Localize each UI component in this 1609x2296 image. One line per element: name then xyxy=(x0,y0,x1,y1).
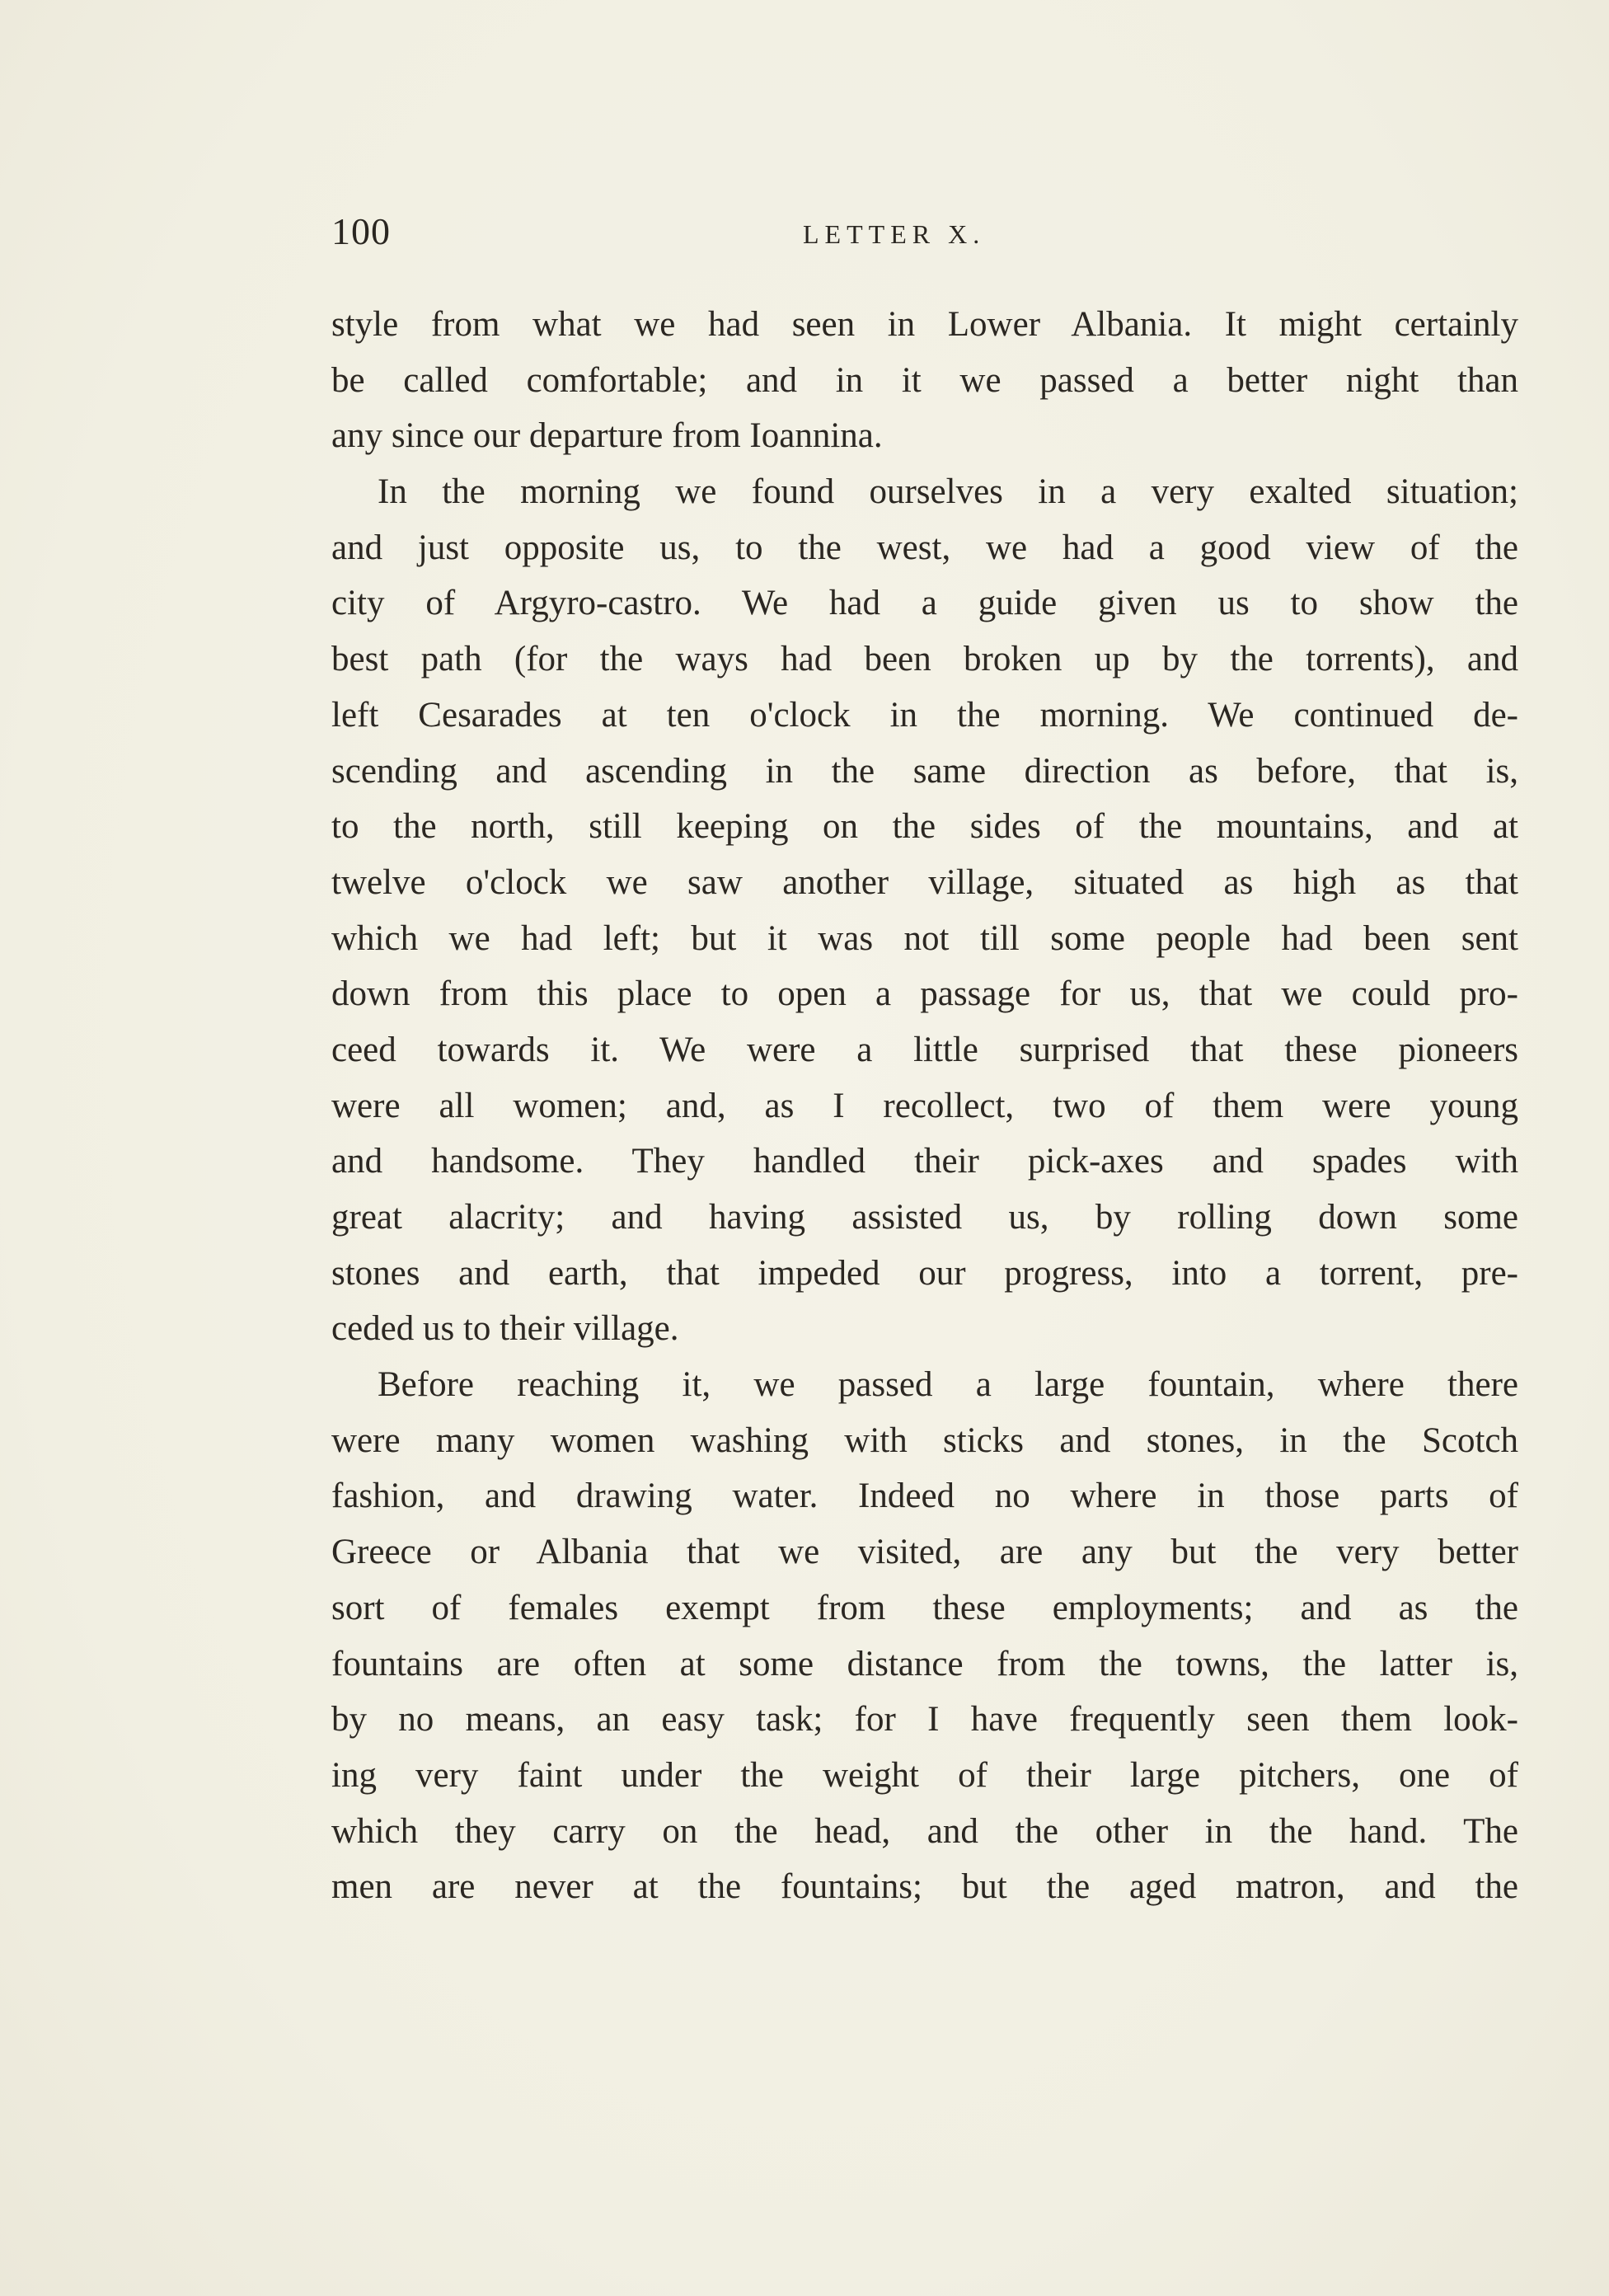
text-line: fountains are often at some distance from the towns, the latter is, xyxy=(331,1644,1518,1683)
text-line: sort of females exempt from these employments; and as the xyxy=(331,1588,1518,1627)
text-line: ing very faint under the weight of their large pitchers, one of xyxy=(331,1755,1518,1795)
text-line: twelve o'clock we saw another village, situated as high as that xyxy=(331,862,1518,902)
running-head: LETTER X. xyxy=(803,219,986,249)
text-line: which we had left; but it was not till some people had been sent xyxy=(331,918,1518,958)
paragraph xyxy=(331,464,1518,1357)
text-line: down from this place to open a passage for us, that we could pro- xyxy=(331,974,1518,1014)
paragraph xyxy=(331,297,1518,464)
page-header xyxy=(331,206,1518,264)
text-line: to the north, still keeping on the sides of the mountains, and at xyxy=(331,807,1518,847)
text-line: great alacrity; and having assisted us, by rolling down some xyxy=(331,1198,1518,1237)
text-line: by no means, an easy task; for I have frequently seen them look- xyxy=(331,1700,1518,1740)
text-line: scending and ascending in the same direction as before, that is, xyxy=(331,751,1518,791)
text-line: were all women; and, as I recollect, two of them were young xyxy=(331,1086,1518,1125)
text-line: style from what we had seen in Lower Albania. It might certainly xyxy=(331,305,1518,344)
text-line: Before reaching it, we passed a large fountain, where there xyxy=(378,1365,1518,1405)
text-line: and just opposite us, to the west, we had a good view of the xyxy=(331,528,1518,567)
text-line: any since our departure from Ioannina. xyxy=(331,416,883,456)
text-line: ceed towards it. We were a little surprised that these pioneers xyxy=(331,1030,1518,1069)
paragraph xyxy=(331,1357,1518,1915)
text-line: and handsome. They handled their pick-axes and spades with xyxy=(331,1142,1518,1181)
text-line: be called comfortable; and in it we passed a better night than xyxy=(331,360,1518,400)
text-line: left Cesarades at ten o'clock in the morning. We continued de- xyxy=(331,695,1518,735)
text-line: In the morning we found ourselves in a very exalted situation; xyxy=(378,472,1518,512)
text-line: best path (for the ways had been broken up by the torrents), and xyxy=(331,640,1518,679)
text-line: which they carry on the head, and the other in the hand. The xyxy=(331,1811,1518,1851)
text-line: were many women washing with sticks and stones, in the Scotch xyxy=(331,1420,1518,1460)
text-line: Greece or Albania that we visited, are any but the very better xyxy=(331,1533,1518,1572)
text-line: city of Argyro-castro. We had a guide given us to show the xyxy=(331,584,1518,623)
text-line: men are never at the fountains; but the aged matron, and the xyxy=(331,1867,1518,1907)
text-line: stones and earth, that impeded our progress, into a torrent, pre- xyxy=(331,1253,1518,1293)
text-line: ceded us to their village. xyxy=(331,1309,679,1349)
text-line: fashion, and drawing water. Indeed no where in those parts of xyxy=(331,1477,1518,1516)
body-text xyxy=(331,297,1518,1915)
page-number: 100 xyxy=(331,210,391,252)
